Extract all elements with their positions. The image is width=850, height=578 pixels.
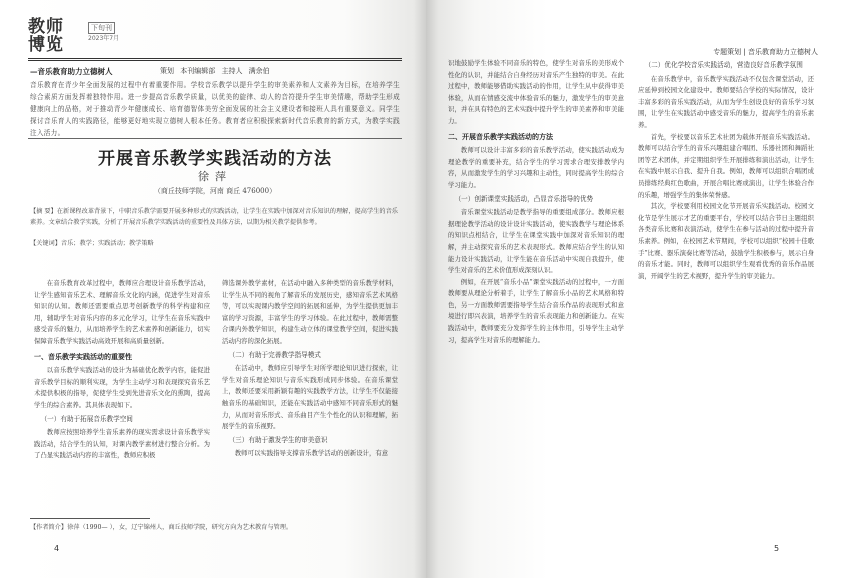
left-column-1 <box>34 278 210 462</box>
magazine-title-line1: 教师 <box>28 17 64 37</box>
page-number-left: 4 <box>54 544 60 553</box>
article-author: 徐萍 <box>198 170 232 183</box>
subsection-heading: （二）优化学校音乐实践活动，营造良好音乐教学氛围 <box>644 61 803 69</box>
article-title: 开展音乐教学实践活动的方法 <box>98 149 332 169</box>
paragraph: 教师可以实践指导支撑音乐教学活动的创新设计，有意 <box>234 449 389 458</box>
paragraph: 筛选课外教学素材，在活动中融入多种类型的音乐教学材料，让学生从不同的视角了解音乐的发展历史，感知音乐艺术风格等，可以实现课内教学空间的拓展和延伸，为学生提供更加丰富的学习资源，丰富学生的学习体验。在此过程中，教师需整合课内外教学知识，构建生动立体的课堂教学空间，促进实践活动内容的深化拓展。 <box>222 279 398 345</box>
paragraph: 首先，学校要以音乐艺术社团为载体开展音乐实践活动。教师可以结合学生的音乐兴趣组建合唱团、乐器社团和舞蹈社团等艺术团体，并定期组织学生开展排练和演出活动，让学生在实践中展示自我、提升自我。例如，教师可以组织合唱团成员排练经典红色歌曲，开展合唱比赛或演出，让学生体验合作的乐趣，增强学生的集体荣誉感。 <box>638 132 814 199</box>
header-rule <box>28 58 402 59</box>
article-abstract: 【摘 要】在新课程改革背景下，中职音乐教学需要开展多种形式的实践活动，让学生在实践中加深对音乐知识的理解，提高学生的音乐素养。文章结合教学实践，分析了开展音乐教学实践活动的重要性及具体方法，以期为相关教学提供参考。 <box>30 208 398 226</box>
subsection-heading: （二）有助于完善教学指导模式 <box>228 350 321 359</box>
article-affiliation: （商丘技师学院，河南 商丘 476000） <box>153 187 277 195</box>
right-margin <box>832 0 850 578</box>
magazine-title-line2: 博览 <box>28 35 64 55</box>
left-column-2 <box>222 278 398 460</box>
left-margin <box>0 0 18 578</box>
paragraph: 在音乐教学中，音乐教学实践活动不仅包含课堂活动，还应延伸到校园文化建设中。教师要结合学校的实际情况，设计丰富多彩的音乐实践活动，从而为学生创设良好的音乐学习氛围，让学生在实践活动中感受音乐的魅力，提高学生的音乐素养。 <box>638 74 814 129</box>
subsection-heading: （一）创新课堂实践活动，凸显音乐指导的优势 <box>454 194 594 203</box>
subsection-heading: （三）有助于激发学生的审美意识 <box>228 435 328 444</box>
magazine-logo <box>28 18 64 54</box>
section-heading: 一、音乐教学实践活动的重要性 <box>34 351 132 361</box>
paragraph: 在活动中，教师应引导学生对所学理论知识进行探索，让学生对音乐理论知识与音乐实践形成同步体验。在音乐课堂上，教师还要采用新颖有趣的实践教学方法，让学生不仅能接触音乐的基础知识，还能在实践活动中感知不同音乐形式的魅力，从而对音乐形式、音乐曲目产生个性化的认识和理解，拓展学生的音乐视野。 <box>222 364 398 431</box>
right-column-1 <box>448 58 624 346</box>
intro-heading: —音乐教育助力立德树人 <box>30 67 113 76</box>
footnote-rule <box>30 518 150 519</box>
paragraph: 教师可以设计丰富多彩的音乐教学活动，使实践活动成为理论教学的重要补充，结合学生的学习需求合理安排教学内容，从而激发学生的学习兴趣和主动性，同时提高学生的综合学习能力。 <box>448 146 624 189</box>
article-keywords: 【关键词】音乐；教学；实践活动；教学策略 <box>30 240 154 247</box>
paragraph: 以音乐教学实践活动的设计为基础优化教学内容，能促进音乐教学目标的顺利实现，为学生主动学习和表现探究音乐艺术提供积极的指导，促使学生受到先进音乐文化的熏陶，提高学生的综合素养。其具体表现如下。 <box>34 366 210 409</box>
paragraph: 在音乐教育改革过程中，教师应合理设计音乐教学活动，让学生感知音乐艺术、理解音乐文化的内涵，促进学生对音乐知识的认知。教师还需要重点思考创新教学的科学构建和应用，辅助学生对音乐内容的多元化学习，让学生在音乐实践中感受音乐的魅力，从而培养学生的艺术素养和创新能力，切实保障音乐教学实践活动高效开展和高质量创新。 <box>34 279 210 345</box>
section-heading: 二、开展音乐教学实践活动的方法 <box>448 131 553 141</box>
paragraph: 教师应按照培养学生音乐素养的现实需求设计音乐教学实践活动，结合学生的认知，对课内教学素材进行整合分析。为了凸显实践活动内容的丰富性，教师应积极 <box>34 428 210 460</box>
paragraph: 其次，学校要利用校园文化节开展音乐实践活动。校园文化节是学生展示才艺的重要平台，学校可以结合节日主题组织各类音乐比赛和表演活动，使学生在参与活动的过程中提升音乐素养。例如，在校园艺术节期间，学校可以组织“校园十佳歌手”比赛、器乐演奏比赛等活动，鼓励学生积极参与，展示自身的音乐才能。同时，教师可以组织学生观看优秀的音乐作品展演，开阔学生的艺术视野，提升学生的审美能力。 <box>638 202 814 280</box>
right-column-2 <box>638 58 814 282</box>
paragraph: 例如，在开展“音乐小品”课堂实践活动的过程中，一方面教师要从理论分析着手，让学生了解音乐小品的艺术风格和特色，另一方面教师需要指导学生结合音乐作品的表现形式和意境进行即兴表演，培养学生的音乐表现能力和创新能力。在实践活动中，教师要充分发挥学生的主体作用，引导学生主动学习，提高学生对音乐的理解能力。 <box>448 277 624 344</box>
magazine-date: 2023年7月 <box>88 35 120 42</box>
paragraph: 识地鼓励学生体验不同音乐的特色，使学生对音乐的美形成个性化的认识，并能结合自身经历对音乐产生独特的审美。在此过程中，教师能够借助实践活动的作用，让学生从中获得审美体验，从而在情感交流中体验音乐的魅力，激发学生的审美意识，并在具有特色的艺术实践中提升学生的审美素养和审美能力。 <box>448 59 624 125</box>
intro-credits: 策划 本刊编辑部 主持人 满余伯 <box>160 67 270 75</box>
magazine-issue: 下旬刊 <box>88 22 115 34</box>
intro-text: 音乐教育在青少年全面发展的过程中有着重要作用。学校音乐教学以提升学生的审美素养和人文素养为目标，在培养学生综合素质方面发挥着独特作用。进一步提高音乐教学质量，以优美的旋律、动人的音符提升学生审美情趣，帮助学生形成健康向上的品格，对于推动青少年健康成长、培育德智体美劳全面发展的社会主义建设者和接班人具有重要意义。同学生探讨音乐育人的实践路径，能够更好地实现立德树人根本任务。教育者应积极探索新时代音乐教育的新方式，为教学实践注入活力。 <box>30 81 400 137</box>
author-footnote: 【作者简介】徐萍（1990— ），女，辽宁锦州人，商丘技师学院，研究方向为艺术教育与管理。 <box>30 524 293 531</box>
intro-rule <box>28 138 402 139</box>
column-label: 专题策划 | 音乐教育助力立德树人 <box>713 48 818 56</box>
header-rule-second <box>28 60 402 61</box>
page-number-right: 5 <box>774 544 780 553</box>
paragraph: 音乐课堂实践活动是教学指导的重要组成部分。教师应根据理论教学活动的设计设计实践活动，使实践教学与理论体系的知识点相结合，让学生在课堂实践中加深对音乐知识的理解，并主动探究音乐的艺术表现形式。教师应结合学生的认知能力设计实践活动，让学生能在音乐活动中实现自我提升，使学生对音乐的艺术价值形成深刻认识。 <box>448 208 624 275</box>
subsection-heading: （一）有助于拓展音乐教学空间 <box>40 414 133 423</box>
